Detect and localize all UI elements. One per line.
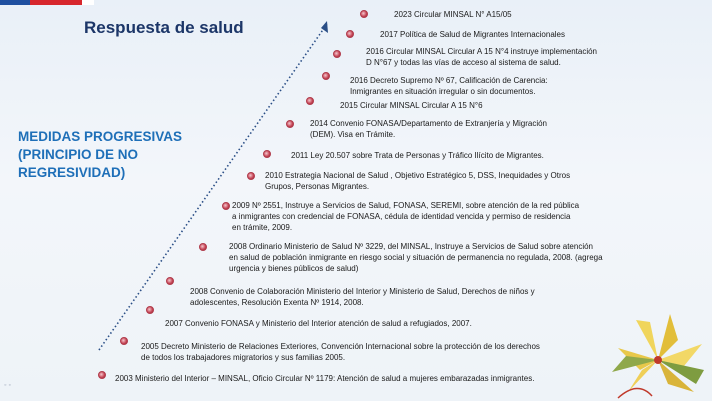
- timeline-item-line: 2014 Convenio FONASA/Departamento de Extranjería y Migración: [310, 119, 548, 128]
- timeline-item-line: 2005 Decreto Ministerio de Relaciones Exteriores, Convención Internacional sobre la protección de los derechos: [141, 342, 540, 351]
- timeline-item: [165, 318, 472, 329]
- timeline-item-line: 2016 Circular MINSAL Circular A 15 N°4 instruye implementación: [366, 47, 597, 56]
- timeline-bullet-icon: [286, 120, 294, 128]
- timeline-item-line: a inmigrantes con credencial de FONASA, cédula de identidad vencida y permiso de residencia: [232, 212, 571, 221]
- timeline-item-line: adolescentes, Resolución Exenta Nº 1914, 2008.: [190, 298, 364, 307]
- timeline-item-line: D N°67 y todas las vías de acceso al sistema de salud.: [366, 58, 561, 67]
- timeline-bullet-icon: [333, 50, 341, 58]
- timeline-item-line: en trámite, 2009.: [232, 223, 293, 232]
- timeline-bullet-icon: [222, 202, 230, 210]
- timeline-bullet-icon: [166, 277, 174, 285]
- side-heading-line-1: MEDIDAS PROGRESIVAS: [18, 129, 183, 144]
- timeline-item-line: (DEM). Visa en Trámite.: [310, 130, 396, 139]
- poinsettia-decoration: [598, 300, 712, 401]
- poinsettia-icon: [612, 314, 704, 398]
- timeline-bullet-icon: [346, 30, 354, 38]
- timeline-item: [229, 241, 603, 274]
- timeline-item: [380, 29, 565, 40]
- timeline-item-line: Inmigrantes en situación irregular o sin documentos.: [350, 87, 536, 96]
- timeline-item-line: 2008 Ordinario Ministerio de Salud Nº 3229, del MINSAL, Instruye a Servicios de Salud sobre atención: [229, 242, 594, 251]
- timeline-bullet-icon: [199, 243, 207, 251]
- timeline-item: [340, 100, 483, 111]
- timeline-item-line: 2017 Política de Salud de Migrantes Internacionales: [380, 30, 566, 39]
- timeline-item: [310, 118, 547, 140]
- timeline-item-line: 2009 Nº 2551, Instruye a Servicios de Salud, FONASA, SEREMI, sobre atención de la red pública: [232, 201, 580, 210]
- timeline-item: [115, 373, 534, 384]
- side-heading-line-2: (PRINCIPIO DE NO: [18, 147, 139, 162]
- timeline-item-line: 2010 Estrategia Nacional de Salud , Objetivo Estratégico 5, DSS, Inequidades y Otros: [265, 171, 571, 180]
- side-heading-line-3: REGRESIVIDAD): [18, 165, 126, 180]
- slide-title: Respuesta de salud: [84, 18, 244, 37]
- timeline-item-line: Grupos, Personas Migrantes.: [265, 182, 370, 191]
- timeline-item-line: urgencia y bienes públicos de salud): [229, 264, 359, 273]
- timeline-item-line: 2011 Ley 20.507 sobre Trata de Personas y Tráfico Ilícito de Migrantes.: [291, 151, 544, 160]
- timeline-bullet-icon: [306, 97, 314, 105]
- timeline-item: [190, 286, 535, 308]
- timeline-bullet-icon: [360, 10, 368, 18]
- timeline-item-line: 2008 Convenio de Colaboración Ministerio del Interior y Ministerio de Salud, Derechos de niños y: [190, 287, 535, 296]
- timeline-bullet-icon: [146, 306, 154, 314]
- timeline-item: [366, 46, 597, 68]
- timeline-item: [232, 200, 579, 233]
- timeline-item: [350, 75, 548, 97]
- timeline-item-line: 2016 Decreto Supremo Nº 67, Calificación de Carencia:: [350, 76, 548, 85]
- timeline-bullet-icon: [98, 371, 106, 379]
- timeline-item: [291, 150, 544, 161]
- timeline-item: [265, 170, 570, 192]
- timeline-item-line: 2003 Ministerio del Interior – MINSAL, Oficio Circular Nº 1179: Atención de salud a mujeres embarazadas inmigrantes.: [115, 374, 535, 383]
- slide-nav-indicator[interactable]: ◦ ◦: [4, 382, 11, 389]
- timeline-item-line: de todos los trabajadores migratorios y sus familias 2005.: [141, 353, 346, 362]
- timeline-item: [394, 9, 512, 20]
- timeline-item-line: 2007 Convenio FONASA y Ministerio del Interior atención de salud a refugiados, 2007.: [165, 319, 472, 328]
- timeline-bullet-icon: [263, 150, 271, 158]
- timeline-item-line: en salud de población inmigrante en riesgo social y situación de permanencia no regulada, 2008. (agrega: [229, 253, 603, 262]
- timeline-bullet-icon: [120, 337, 128, 345]
- timeline-item-line: 2015 Circular MINSAL Circular A 15 N°6: [340, 101, 483, 110]
- timeline-item-line: 2023 Circular MINSAL N° A15/05: [394, 10, 512, 19]
- timeline-bullet-icon: [322, 72, 330, 80]
- timeline-item: [141, 341, 540, 363]
- timeline-bullet-icon: [247, 172, 255, 180]
